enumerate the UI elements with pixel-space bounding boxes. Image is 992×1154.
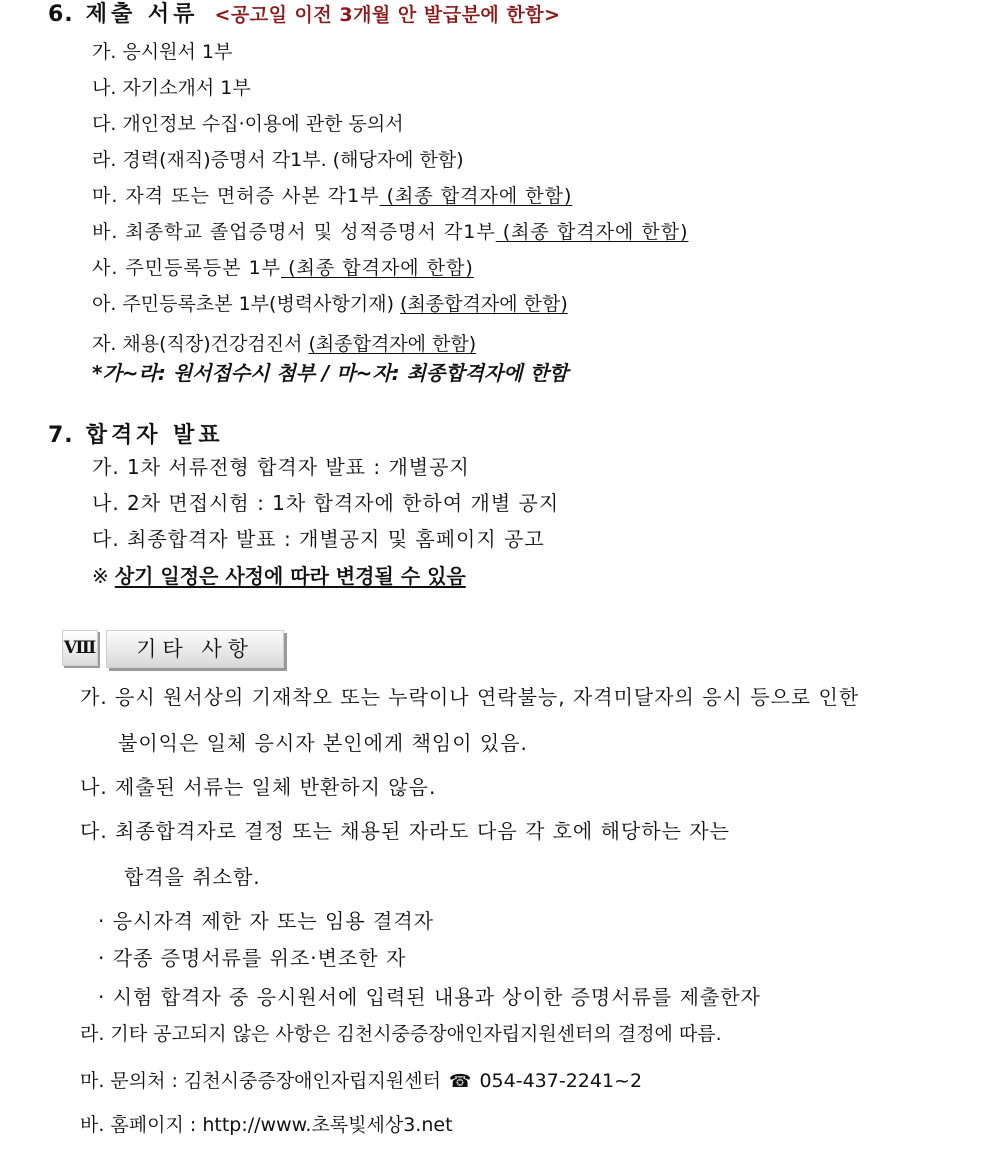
misc-item-b: 나. 제출된 서류는 일체 반환하지 않음. — [80, 775, 437, 799]
misc-bullet-2: · 각종 증명서류를 위조·변조한 자 — [98, 946, 407, 970]
doc-item-8: 아. 주민등록초본 1부(병력사항기재) (최종합격자에 한함) — [92, 293, 568, 315]
contact-phone: 054-437-2241~2 — [479, 1070, 643, 1092]
section-7-title: 합격자 발표 — [85, 423, 224, 448]
doc-item-4: 라. 경력(재직)증명서 각1부. (해당자에 한함) — [92, 149, 464, 171]
announce-item-2: 나. 2차 면접시험 : 1차 합격자에 한하여 개별 공지 — [92, 491, 560, 515]
announce-item-3: 다. 최종합격자 발표 : 개별공지 및 홈페이지 공고 — [92, 527, 545, 551]
announce-notice — [92, 564, 466, 589]
doc-item-6: 바. 최종학교 졸업증명서 및 성적증명서 각1부 (최종 합격자에 한함) — [92, 221, 689, 243]
section-7-number: 7. — [48, 423, 74, 448]
section-8-roman: Ⅷ — [62, 630, 98, 666]
doc-item-7: 사. 주민등록등본 1부 (최종 합격자에 한함) — [92, 257, 474, 279]
section-8-title: 기타 사항 — [106, 630, 284, 668]
telephone-icon: ☎ — [448, 1071, 472, 1092]
doc-item-9-note: (최종합격자에 한함) — [308, 333, 477, 355]
doc-item-1: 가. 응시원서 1부 — [92, 41, 233, 63]
contact-label: 마. 문의처 : 김천시중증장애인자립지원센터 — [80, 1070, 441, 1092]
misc-item-f: 바. 홈페이지 : http://www.초록빛세상3.net — [80, 1114, 453, 1136]
misc-item-e — [80, 1069, 642, 1094]
announce-notice-text: 상기 일정은 사정에 따라 변경될 수 있음 — [114, 564, 466, 588]
section-6-number: 6. — [48, 2, 74, 27]
doc-item-6-note: (최종 합격자에 한함) — [495, 221, 689, 243]
misc-item-c-cont: 합격을 취소함. — [124, 865, 261, 889]
section-7-heading — [48, 424, 224, 448]
doc-item-2: 나. 자기소개서 1부 — [92, 77, 251, 99]
misc-item-a-cont: 불이익은 일체 응시자 본인에게 책임이 있음. — [118, 731, 528, 755]
misc-bullet-1: · 응시자격 제한 자 또는 임용 결격자 — [98, 909, 434, 933]
doc-item-7-note: (최종 합격자에 한함) — [281, 257, 474, 279]
doc-item-5-note: (최종 합격자에 한함) — [379, 185, 573, 207]
misc-item-c: 다. 최종합격자로 결정 또는 채용된 자라도 다음 각 호에 해당하는 자는 — [80, 819, 730, 843]
doc-item-9: 자. 채용(직장)건강검진서 (최종합격자에 한함) — [92, 333, 477, 355]
section-6-title: 제출 서류 — [85, 2, 199, 27]
misc-bullet-3: · 시험 합격자 중 응시원서에 입력된 내용과 상이한 증명서류를 제출한자 — [98, 985, 761, 1009]
misc-item-a: 가. 응시 원서상의 기재착오 또는 누락이나 연락불능, 자격미달자의 응시 등으로 인한 — [80, 685, 860, 709]
section-6-heading — [48, 3, 561, 27]
announce-item-1: 가. 1차 서류전형 합격자 발표 : 개별공지 — [92, 455, 470, 479]
misc-item-d: 라. 기타 공고되지 않은 사항은 김천시중증장애인자립지원센터의 결정에 따름. — [80, 1023, 722, 1045]
reference-mark-icon: ※ — [92, 564, 109, 588]
doc-item-8-note: (최종합격자에 한함) — [400, 293, 568, 315]
doc-item-5: 마. 자격 또는 면허증 사본 각1부 (최종 합격자에 한함) — [92, 185, 573, 207]
doc-remark: *가~라: 원서접수시 첨부 / 마~자: 최종합격자에 한함 — [92, 361, 569, 385]
section-6-note: <공고일 이전 3개월 안 발급분에 한함> — [214, 4, 561, 26]
doc-item-3: 다. 개인정보 수집·이용에 관한 동의서 — [92, 113, 404, 135]
